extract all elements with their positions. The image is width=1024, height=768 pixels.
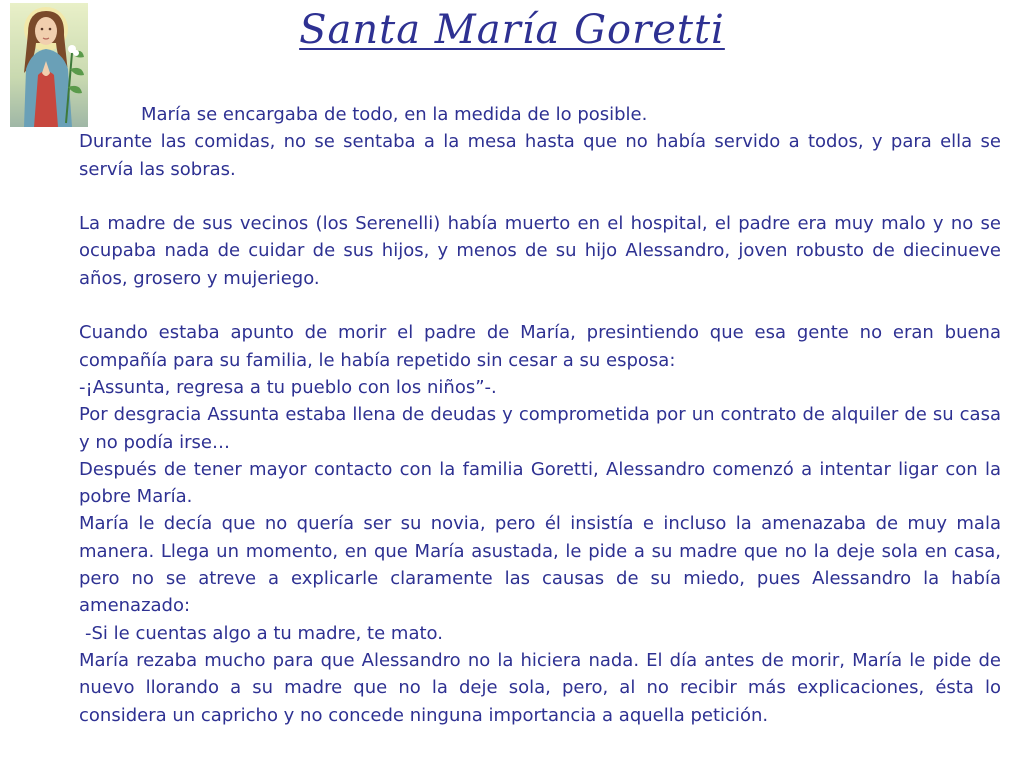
paragraph-3: La madre de sus vecinos (los Serenelli) había muerto en el hospital, el padre era muy malo y no se ocupaba nada de cuidar de sus hijos, y menos de su hijo Alessandro, joven robusto de diecinueve años, grosero y mujeriego. (79, 213, 1001, 289)
paragraph-10: María rezaba mucho para que Alessandro no la hiciera nada. El día antes de morir, María le pide de nuevo llorando a su madre que no la deje sola, pero, al no recibir más explicaciones, ésta lo considera un capricho y no concede ninguna importancia a aquella petición. (79, 649, 1001, 726)
paragraph-9: -Si le cuentas algo a tu madre, te mato. (85, 622, 443, 644)
paragraph-6: Por desgracia Assunta estaba llena de deudas y comprometida por un contrato de alquiler de su casa y no podía irse… (79, 404, 1001, 453)
paragraph-4: Cuando estaba apunto de morir el padre de María, presintiendo que esa gente no eran buena compañía para su familia, le había repetido sin cesar a su esposa: (79, 322, 1001, 371)
page-title (0, 4, 1024, 56)
paragraph-8: María le decía que no quería ser su novia, pero él insistía e incluso la amenazaba de muy mala manera. Llega un momento, en que María asustada, le pide a su madre que no la deje sola en casa, pero no se atreve a explicarle claramente las causas de su miedo, pues Alessandro la había amenazado: (79, 513, 1001, 617)
paragraph-5: -¡Assunta, regresa a tu pueblo con los niños”-. (79, 376, 497, 398)
document-body (79, 101, 1001, 729)
page-title-text: Santa María Goretti (299, 7, 725, 53)
paragraph-1: María se encargaba de todo, en la medida de lo posible. (141, 104, 648, 125)
paragraph-2: Durante las comidas, no se sentaba a la mesa hasta que no había servido a todos, y para ella se servía las sobras. (79, 131, 1001, 180)
paragraph-7: Después de tener mayor contacto con la familia Goretti, Alessandro comenzó a intentar ligar con la pobre María. (79, 458, 1001, 508)
